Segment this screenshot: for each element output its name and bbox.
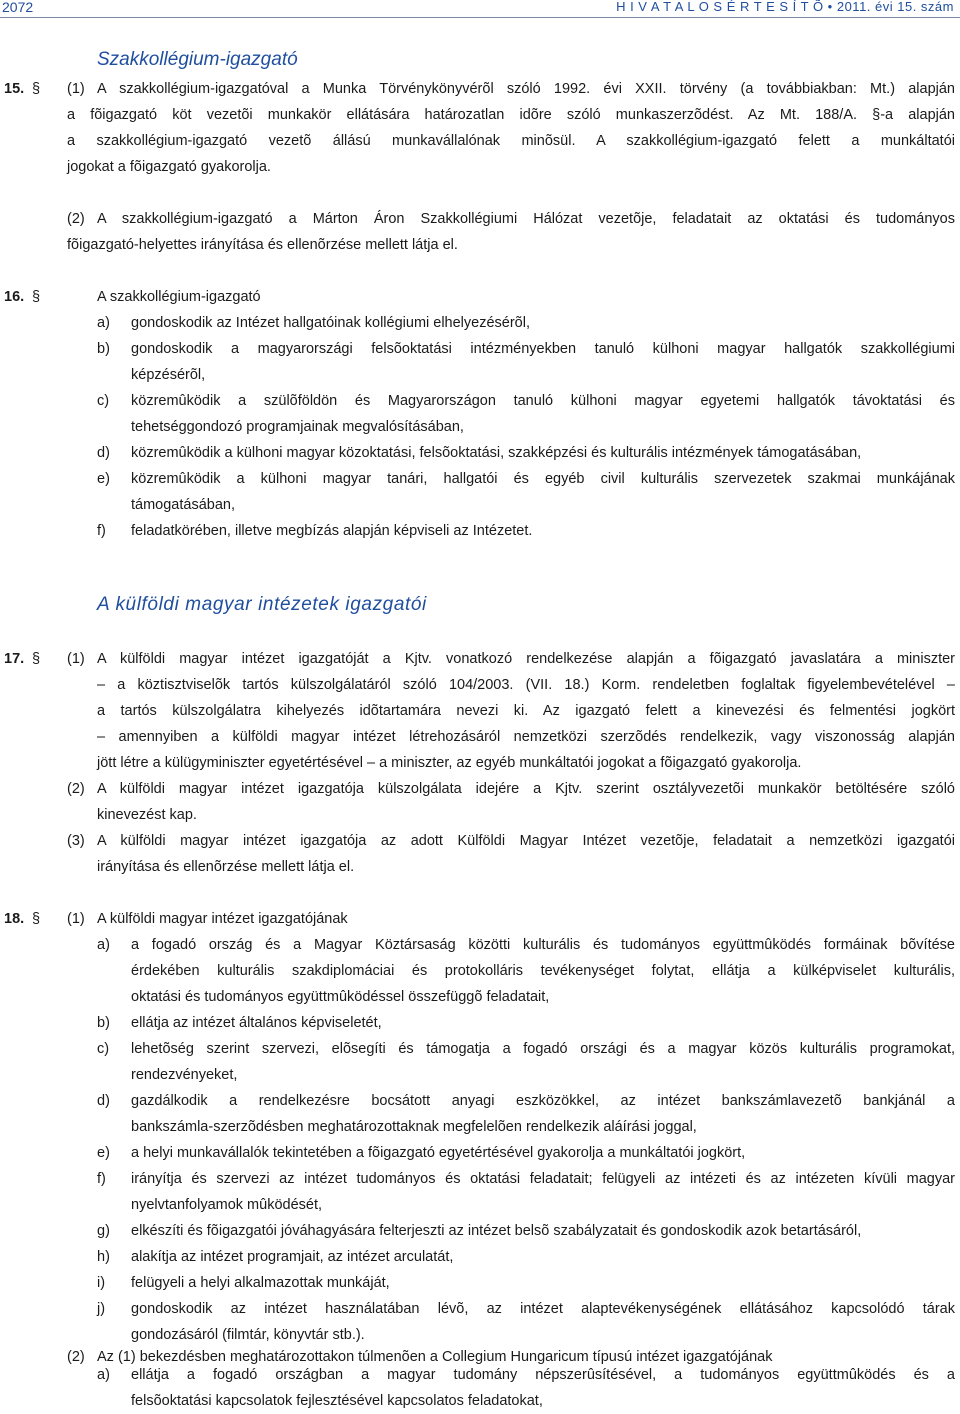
s17-p1-text [97, 646, 955, 776]
list-item-label: b) [97, 1015, 110, 1031]
list-item-label: i) [97, 1275, 106, 1291]
list-item [131, 1362, 955, 1414]
list-item-label: a) [97, 1367, 110, 1383]
section-18-number: 18. [4, 911, 25, 927]
text-line: A szakkollégium-igazgató a Márton Áron Szakkollégiumi Hálózat vezetõje, feladatait az oktatási és tudományos [97, 211, 955, 227]
s18-p2-intro: Az (1) bekezdésben meghatározottakon túlmenõen a Collegium Hungaricum típusú intézet igazgatójának [97, 1349, 773, 1365]
page-header [0, 0, 960, 20]
list-item [131, 1140, 955, 1166]
heading-kulfoldi-intezetek: A külföldi magyar intézetek igazgatói [97, 594, 427, 615]
list-item [131, 336, 955, 388]
text-line: a helyi munkavállalók tekintetében a fõigazgató egyetértésével gyakorolja a munkáltatói jogkört, [131, 1145, 746, 1161]
text-line: ellátja a fogadó országban a magyar tudomány népszerûsítésével, a tudományos együttmûködés és a [131, 1367, 955, 1383]
s18-p1-intro: A külföldi magyar intézet igazgatójának [97, 911, 348, 927]
text-line: a szakkollégium-igazgató vezetõ állású munkavállalónak minõsül. A szakkollégium-igazgató felett a munkáltatói [67, 133, 955, 149]
paragraph-mark: (3) [67, 833, 85, 849]
page-number: 2072 [2, 0, 34, 15]
text-line: elkészíti és fõigazgatói jóváhagyására felterjeszti az intézet belsõ szabályzatait és gondoskodik azok betartásáról, [131, 1223, 862, 1239]
list-item-label: f) [97, 523, 106, 539]
text-line: a fõigazgató köt vezetõi munkakör ellátására határozatlan idõre szóló munkaszerzõdést. Az Mt. 188/A. §-a alapján [67, 107, 955, 123]
s16-intro: A szakkollégium-igazgató [97, 289, 261, 305]
list-item [131, 466, 955, 518]
section-15-number: 15. [4, 81, 25, 97]
paragraph-mark: (2) [67, 211, 85, 227]
list-item [131, 932, 955, 1010]
list-item [131, 440, 955, 466]
text-line: felügyeli a helyi alkalmazottak munkáját, [131, 1275, 390, 1291]
list-item [131, 1010, 955, 1036]
text-line: A külföldi magyar intézet igazgatóját a Kjtv. vonatkozó rendelkezése alapján a fõigazgató javaslatára a miniszter [97, 651, 955, 667]
text-line: közremûködik a külhoni magyar tanári, hallgatói és egyéb civil kulturális szervezetek szakmai munkájának [131, 471, 955, 487]
list-item [131, 518, 955, 544]
text-line: feladatkörében, illetve megbízás alapján képviseli az Intézetet. [131, 523, 533, 539]
list-item [131, 310, 955, 336]
text-line: ellátja az intézet általános képviseletét, [131, 1015, 382, 1031]
text-line: A külföldi magyar intézet igazgatója külszolgálata idejére a Kjtv. szerint osztályvezetõi munkakör betöltésére szóló [97, 781, 955, 797]
section-symbol: § [32, 651, 41, 667]
paragraph-mark: (1) [67, 911, 85, 927]
text-line: – a köztisztviselõk tartós külszolgálatáról szóló 104/2003. (VII. 18.) Korm. rendeletben foglaltak figyelembevételével – [97, 677, 955, 693]
s17-p2-text [97, 776, 955, 828]
text-line: fõigazgató-helyettes irányítása és ellenõrzése mellett látja el. [67, 237, 458, 253]
list-item-label: a) [97, 315, 110, 331]
list-item-label: h) [97, 1249, 110, 1265]
section-17-number: 17. [4, 651, 25, 667]
text-line: közremûködik a szülõföldön és Magyarországon tanuló külhoni magyar egyetemi hallgatók távoktatási és [131, 393, 955, 409]
list-item-label: j) [97, 1301, 106, 1317]
heading-szakkollegium: Szakkollégium-igazgató [97, 49, 298, 70]
text-line: jött létre a külügyminiszter egyetértésével – a miniszter, az egyéb munkáltatói jogokat a fõigazgató gyakorolja. [97, 755, 802, 771]
text-line: A külföldi magyar intézet igazgatója az adott Külföldi Magyar Intézet vezetõje, feladatait a nemzetközi igazgatói [97, 833, 955, 849]
list-item-label: a) [97, 937, 110, 953]
text-line: felsõoktatási kapcsolatok fejlesztésével kapcsolatos feladatokat, [131, 1393, 543, 1409]
list-item-label: f) [97, 1171, 106, 1187]
list-item [131, 1296, 955, 1348]
list-item-label: c) [97, 1041, 110, 1057]
text-line: bankszámla-szerzõdésben meghatározottaknak megfelelõen rendelkezik aláírási joggal, [131, 1119, 697, 1135]
s15-p2-text [67, 206, 955, 258]
text-line: a tartós külszolgálatra kihelyezés idõtartamára nevezi ki. Az igazgató felett a kinevezési és felmentési jogkört [97, 703, 955, 719]
text-line: kinevezést kap. [97, 807, 197, 823]
text-line: érdekében kulturális szakdiplomáciai és protokolláris tevékenységet folytat, ellátja a külképviselet kulturális, [131, 963, 955, 979]
text-line: rendezvényeket, [131, 1067, 238, 1083]
list-item [131, 1244, 955, 1270]
text-line: irányítása és ellenõrzése mellett látja el. [97, 859, 355, 875]
list-item-label: g) [97, 1223, 110, 1239]
paragraph-mark: (2) [67, 1349, 85, 1365]
list-item [131, 1166, 955, 1218]
list-item-label: d) [97, 1093, 110, 1109]
section-symbol: § [32, 81, 41, 97]
text-line: gondoskodik az Intézet hallgatóinak kollégiumi elhelyezésérõl, [131, 315, 530, 331]
paragraph-mark: (2) [67, 781, 85, 797]
s17-p3-text [97, 828, 955, 880]
text-line: alakítja az intézet programjait, az intézet arculatát, [131, 1249, 454, 1265]
text-line: gondoskodik a magyarországi felsõoktatási intézményekben tanuló külhoni magyar hallgatók szakkollégiumi [131, 341, 955, 357]
text-line: – amennyiben a külföldi magyar intézet létrehozásáról nemzetközi szerzõdés rendelkezik, vagy viszonosság alapján [97, 729, 955, 745]
text-line: a fogadó ország és a Magyar Köztársaság közötti kulturális és tudományos együttmûködés formáinak bõvítése [131, 937, 955, 953]
paragraph-mark: (1) [67, 81, 85, 97]
list-item [131, 1270, 955, 1296]
list-item-label: c) [97, 393, 110, 409]
text-line: képzésérõl, [131, 367, 206, 383]
publication-title: H I V A T A L O S É R T E S Í T Õ • 2011. évi 15. szám [616, 0, 954, 14]
header-divider [0, 17, 960, 18]
list-item-label: b) [97, 341, 110, 357]
text-line: gazdálkodik a rendelkezésre bocsátott anyagi eszközökkel, az intézet bankszámlavezetõ bankjánál a [131, 1093, 955, 1109]
list-item [131, 1218, 955, 1244]
list-item [131, 1088, 955, 1140]
list-item-label: e) [97, 1145, 110, 1161]
text-line: közremûködik a külhoni magyar közoktatási, felsõoktatási, szakképzési és kulturális intézmények támogatásában, [131, 445, 862, 461]
list-item [131, 388, 955, 440]
text-line: jogokat a fõigazgató gyakorolja. [67, 159, 271, 175]
text-line: A szakkollégium-igazgatóval a Munka Törvénykönyvérõl szóló 1992. évi XXII. törvény (a továbbiakban: Mt.) alapján [97, 81, 955, 97]
text-line: oktatási és tudományos együttmûködéssel összefüggõ feladatait, [131, 989, 550, 1005]
paragraph-mark: (1) [67, 651, 85, 667]
list-item-label: d) [97, 445, 110, 461]
text-line: gondoskodik az intézet használatában lévõ, az intézet alaptevékenységének ellátásához kapcsolódó tárak [131, 1301, 955, 1317]
list-item-label: e) [97, 471, 110, 487]
text-line: támogatásában, [131, 497, 235, 513]
text-line: gondozásáról (filmtár, könyvtár stb.). [131, 1327, 365, 1343]
section-16-number: 16. [4, 289, 25, 305]
section-symbol: § [32, 289, 41, 305]
text-line: lehetõség szerint szervezi, elõsegíti és támogatja a fogadó országi és a magyar közös kulturális programokat, [131, 1041, 955, 1057]
list-item [131, 1036, 955, 1088]
section-symbol: § [32, 911, 41, 927]
text-line: irányítja és szervezi az intézet tudományos és oktatási feladatait; felügyeli az intézeti és az intézeten kívüli magyar [131, 1171, 955, 1187]
s15-p1-text [67, 76, 955, 180]
text-line: nyelvtanfolyamok mûködését, [131, 1197, 323, 1213]
text-line: tehetséggondozó programjainak megvalósításában, [131, 419, 464, 435]
